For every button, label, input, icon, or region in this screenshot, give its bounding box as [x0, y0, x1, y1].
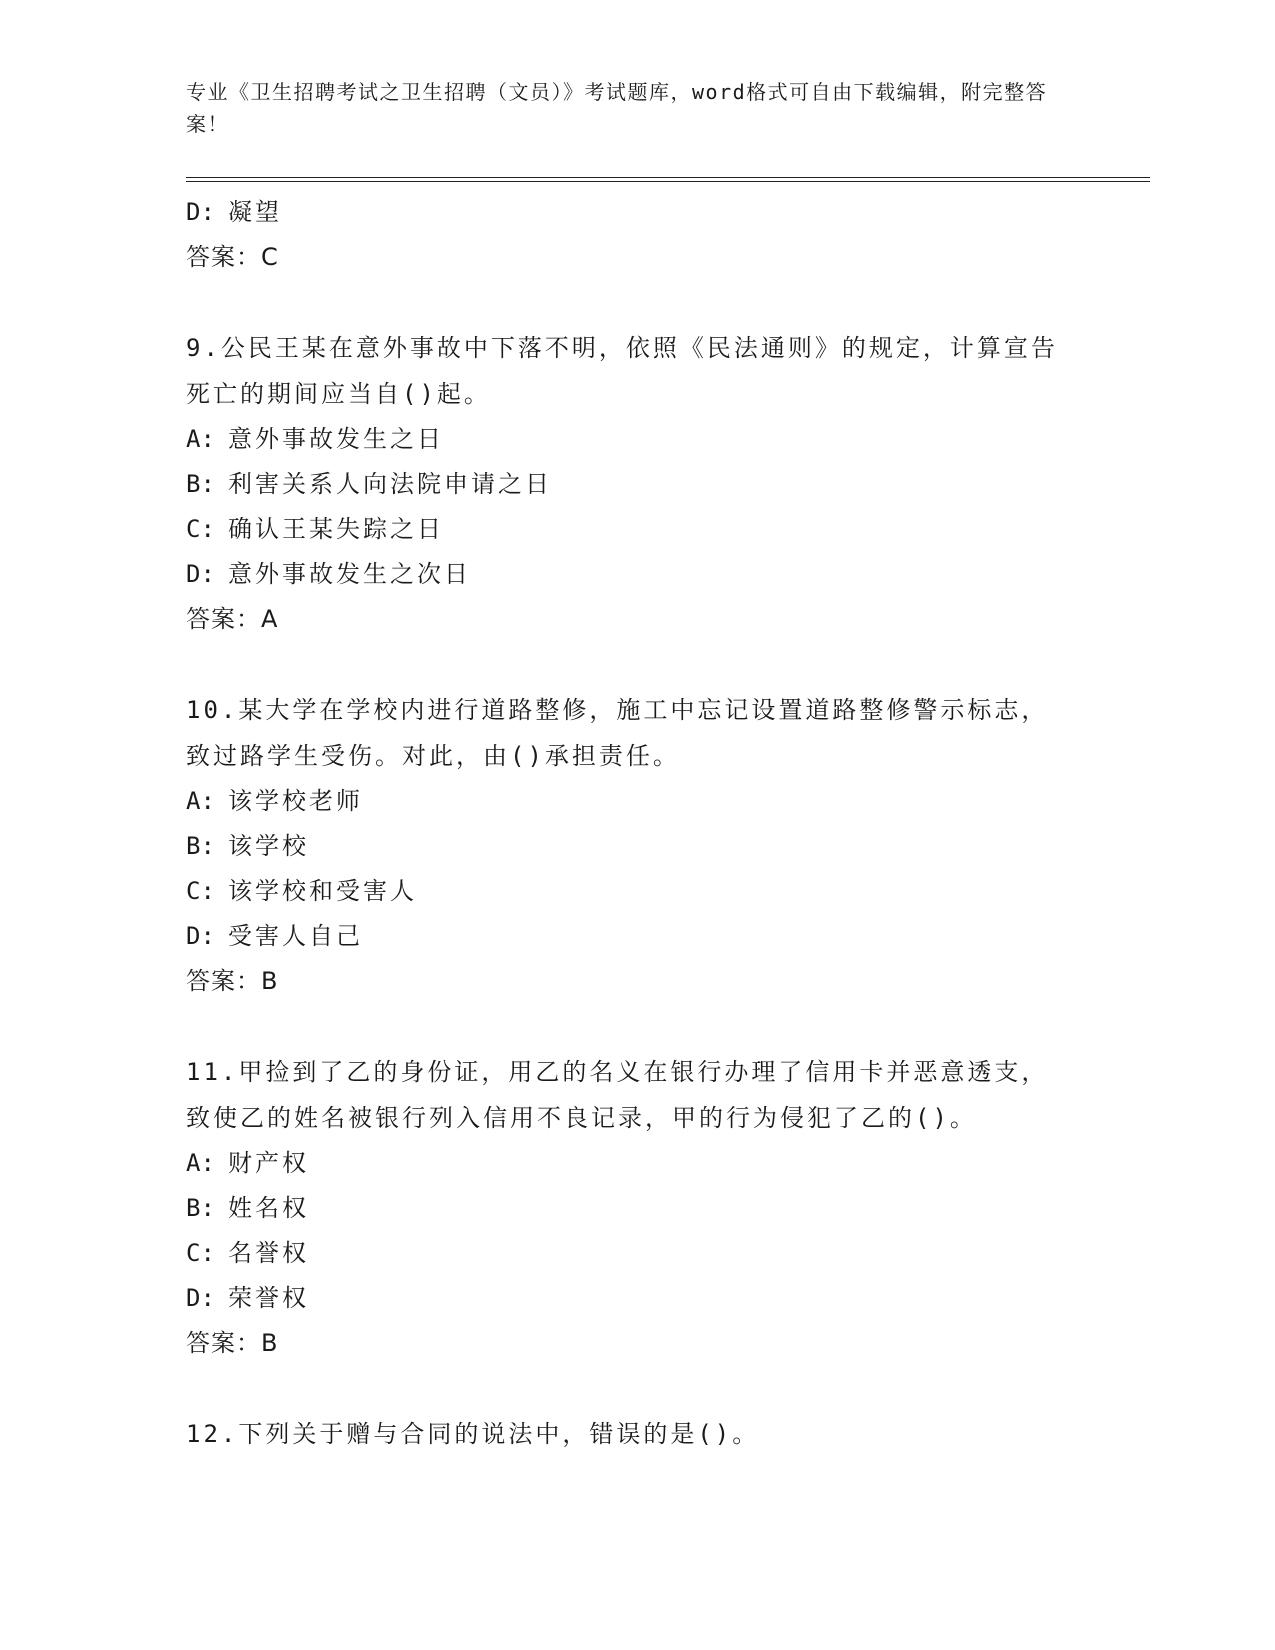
option-label: D: — [186, 922, 215, 950]
option-d — [186, 190, 1086, 235]
option-text: 凝望 — [228, 198, 282, 226]
option-d — [186, 552, 1086, 597]
option-c — [186, 507, 1086, 552]
question-stem: 12.下列关于赠与合同的说法中，错误的是()。 — [186, 1420, 760, 1448]
option-text: 财产权 — [228, 1149, 309, 1177]
question-stem: 9.公民王某在意外事故中下落不明，依照《民法通则》的规定，计算宣告死亡的期间应当自()起。 — [186, 334, 1058, 408]
spacer — [186, 1004, 1086, 1050]
header-divider — [186, 177, 1150, 182]
option-b — [186, 1186, 1086, 1231]
option-label: D: — [186, 1284, 215, 1312]
spacer — [186, 280, 1086, 326]
option-d — [186, 914, 1086, 959]
question-list — [186, 190, 1086, 1458]
answer-line: 答案：C — [186, 243, 279, 271]
option-text: 该学校 — [228, 832, 309, 860]
question-stem: 10.某大学在学校内进行道路整修，施工中忘记设置道路整修警示标志，致过路学生受伤。对此，由()承担责任。 — [186, 696, 1049, 770]
option-text: 该学校老师 — [228, 787, 363, 815]
option-label: B: — [186, 1194, 215, 1222]
option-text: 荣誉权 — [228, 1284, 309, 1312]
option-b — [186, 824, 1086, 869]
option-b — [186, 462, 1086, 507]
option-c — [186, 1231, 1086, 1276]
option-label: B: — [186, 832, 215, 860]
option-text: 确认王某失踪之日 — [228, 515, 444, 543]
question-stem: 11.甲捡到了乙的身份证，用乙的名义在银行办理了信用卡并恶意透支，致使乙的姓名被银行列入信用不良记录，甲的行为侵犯了乙的()。 — [186, 1058, 1049, 1132]
option-text: 利害关系人向法院申请之日 — [228, 470, 552, 498]
document-header: 专业《卫生招聘考试之卫生招聘（文员）》考试题库，word格式可自由下载编辑，附完整答案！ — [186, 80, 1048, 136]
answer-line: 答案：B — [186, 967, 279, 995]
option-a — [186, 1141, 1086, 1186]
option-text: 姓名权 — [228, 1194, 309, 1222]
spacer — [186, 1366, 1086, 1412]
answer-line: 答案：B — [186, 1329, 279, 1357]
option-text: 意外事故发生之日 — [228, 425, 444, 453]
option-label: D: — [186, 198, 215, 226]
option-label: B: — [186, 470, 215, 498]
option-a — [186, 779, 1086, 824]
option-c — [186, 869, 1086, 914]
option-label: C: — [186, 877, 215, 905]
answer-line: 答案：A — [186, 605, 279, 633]
option-text: 受害人自己 — [228, 922, 363, 950]
option-label: A: — [186, 787, 215, 815]
option-label: A: — [186, 425, 215, 453]
spacer — [186, 642, 1086, 688]
option-text: 意外事故发生之次日 — [228, 560, 471, 588]
option-label: A: — [186, 1149, 215, 1177]
option-label: C: — [186, 1239, 215, 1267]
option-text: 该学校和受害人 — [228, 877, 417, 905]
option-label: C: — [186, 515, 215, 543]
option-d — [186, 1276, 1086, 1321]
option-label: D: — [186, 560, 215, 588]
option-a — [186, 417, 1086, 462]
option-text: 名誉权 — [228, 1239, 309, 1267]
